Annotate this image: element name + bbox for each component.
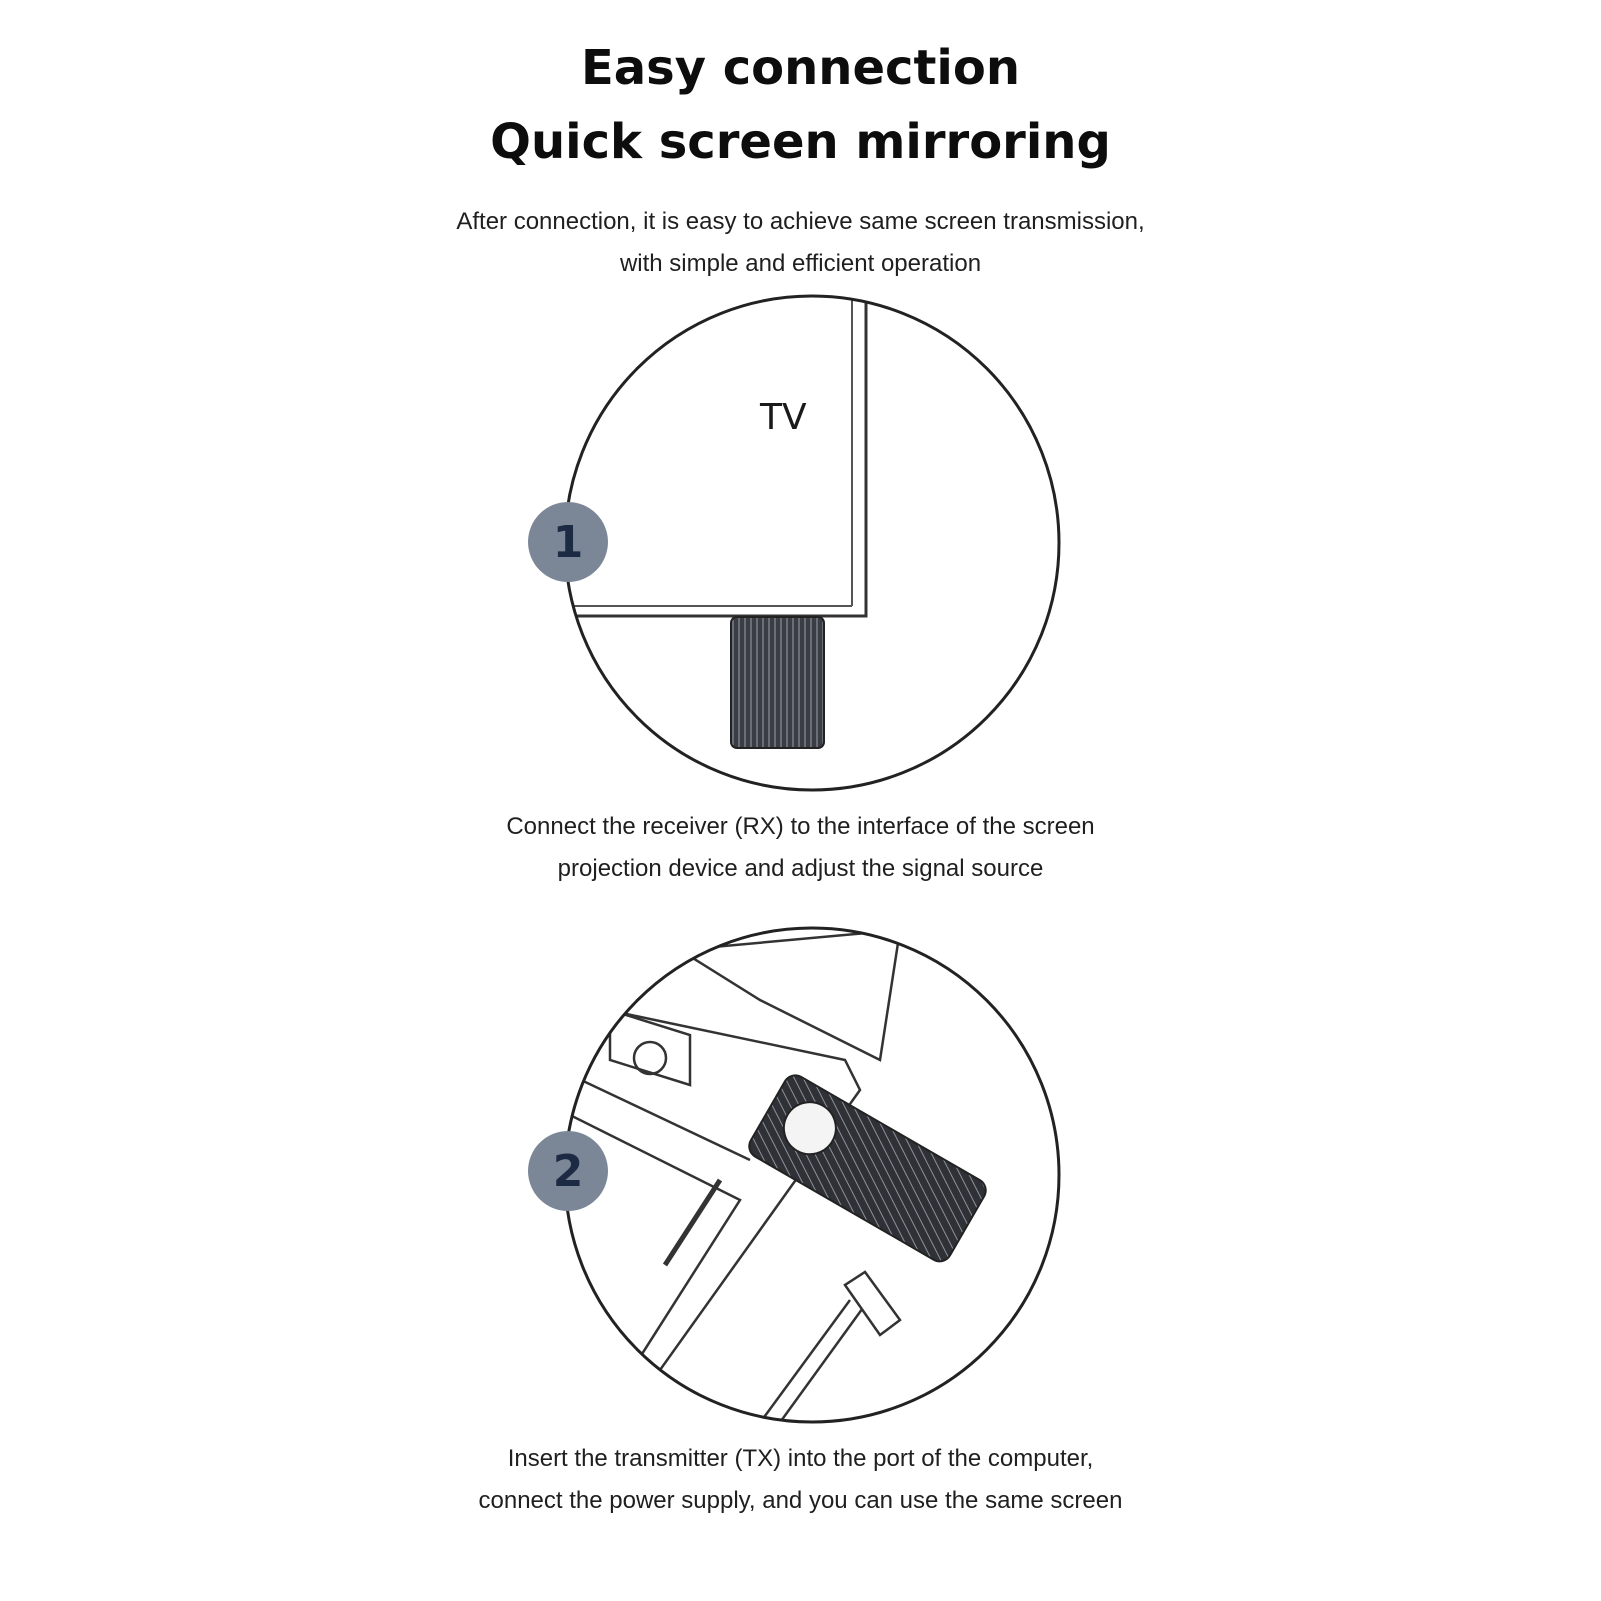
page-subtitle: Quick screen mirroring <box>490 114 1111 170</box>
step-1-line-1: Connect the receiver (RX) to the interface of the screen <box>506 813 1095 840</box>
laptop-scene <box>560 930 990 1450</box>
tv-label: TV <box>760 397 807 438</box>
step-2-line-1: Insert the transmitter (TX) into the port of the computer, <box>507 1445 1094 1472</box>
step-1-text <box>0 806 1601 890</box>
step-1-badge: 1 <box>528 502 608 582</box>
intro-line-1: After connection, it is easy to achieve same screen transmission, <box>456 208 1145 235</box>
page-title: Easy connection <box>580 40 1021 96</box>
receiver-dongle <box>731 617 824 748</box>
step-2-text <box>0 1438 1601 1522</box>
tv-scene <box>460 270 866 748</box>
transmitter-device <box>745 1071 990 1266</box>
step-1-line-2: projection device and adjust the signal source <box>557 855 1044 882</box>
step-2-badge: 2 <box>528 1131 608 1211</box>
intro-line-2: with simple and efficient operation <box>619 250 982 277</box>
step-2-line-2: connect the power supply, and you can use the same screen <box>478 1487 1123 1514</box>
